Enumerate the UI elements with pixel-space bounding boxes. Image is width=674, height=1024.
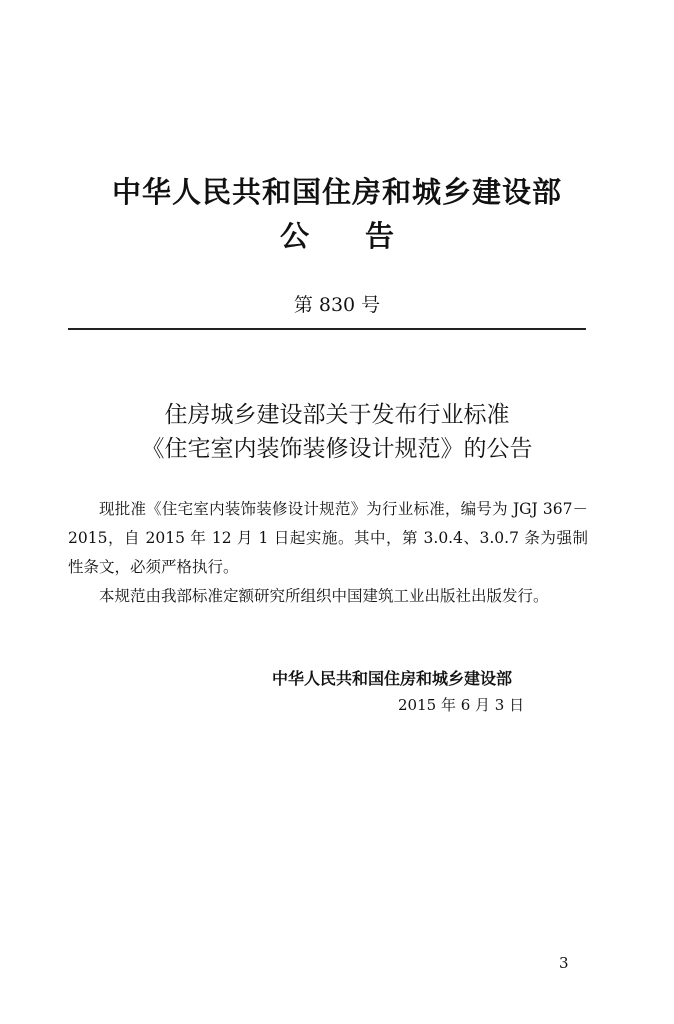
- subject-line: 《住宅室内装饰装修设计规范》的公告: [141, 436, 533, 462]
- body-paragraph: 现批准《住宅室内装饰装修设计规范》为行业标准，编号为 JGJ 367－2015，自 2015 年 12 月 1 日起实施。其中，第 3.0.4、3.0.7 条为强制性条文，必须严格执行。: [68, 500, 588, 576]
- announcement-body: [68, 495, 588, 611]
- body-paragraph: 本规范由我部标准定额研究所组织中国建筑工业出版社出版发行。: [99, 587, 549, 605]
- page-number: 3: [559, 954, 569, 972]
- signing-date: 2015 年 6 月 3 日: [398, 696, 525, 714]
- header-divider: [68, 328, 586, 330]
- doc-type-char: 公: [279, 219, 309, 253]
- announcement-number: 第 830 号: [293, 294, 381, 316]
- signing-organization: 中华人民共和国住房和城乡建设部: [272, 669, 513, 688]
- subject-line: 住房城乡建设部关于发布行业标准: [164, 402, 510, 428]
- doc-type-char: 告: [365, 219, 395, 253]
- document-type-heading: [0, 214, 674, 255]
- ministry-title: 中华人民共和国住房和城乡建设部: [111, 175, 562, 209]
